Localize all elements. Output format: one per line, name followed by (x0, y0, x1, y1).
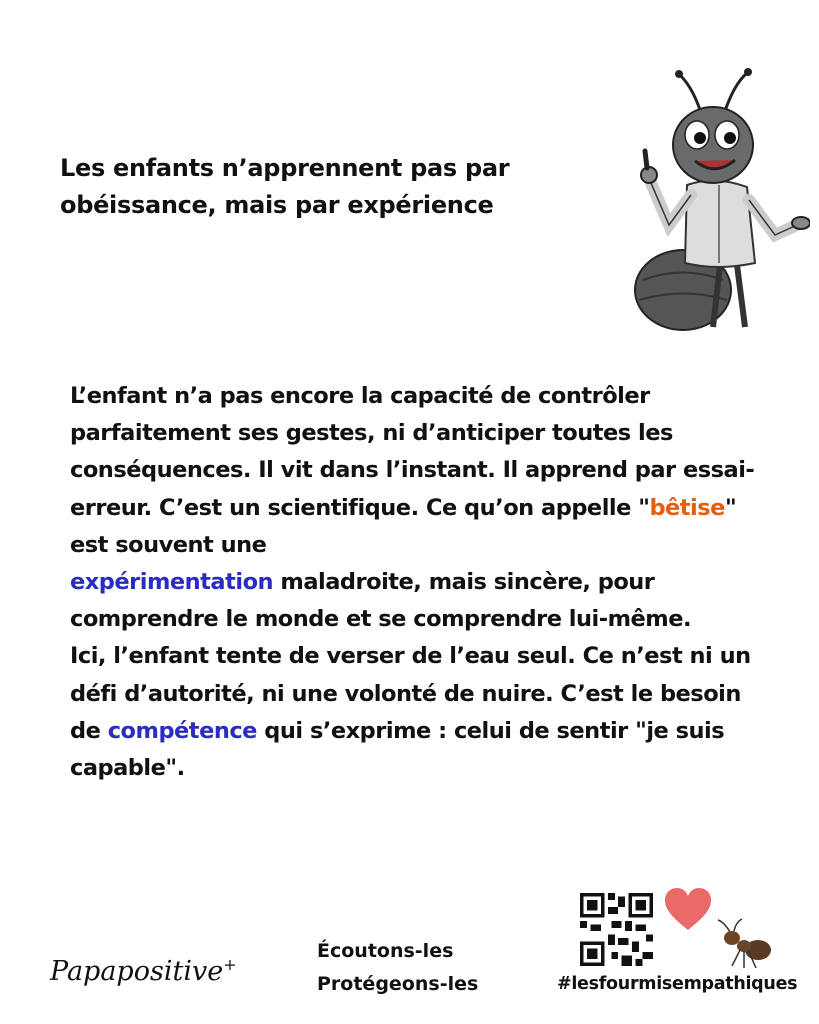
body-text-part: maladroite, mais sincère, pour comprendre le monde et se comprendre lui-même. (70, 569, 692, 633)
slogan-line-1: Écoutons-les (317, 940, 454, 962)
logo-text: Papapositive (50, 956, 224, 987)
highlight-competence: compétence (107, 717, 257, 744)
logo-plus-mark: + (223, 955, 237, 974)
body-paragraph (70, 378, 770, 787)
slogan (317, 935, 478, 1001)
qr-code-icon[interactable] (580, 893, 653, 966)
ant-mascot-illustration (625, 65, 810, 333)
body-text-part: " est souvent une (70, 494, 737, 558)
slogan-line-2: Protégeons-les (317, 973, 479, 995)
highlight-experimentation: expérimentation (70, 569, 274, 596)
hashtag-text: #lesfourmisempathiques (557, 974, 798, 994)
highlight-betise: bêtise (649, 494, 725, 521)
page-title: Les enfants n’apprennent pas par obéissance, mais par expérience (60, 154, 510, 219)
body-text-part: Ici, l’enfant tente de verser de l’eau seul. Ce n’est ni un défi d’autorité, ni une volonté de nuire. C’est le besoin de (70, 643, 751, 744)
papapositive-logo (50, 955, 237, 987)
body-text-part: qui s’exprime : celui de sentir "je suis capable". (70, 717, 725, 782)
heart-icon (663, 886, 713, 932)
ant-icon (710, 918, 772, 970)
body-text-part: L’enfant n’a pas encore la capacité de contrôler parfaitement ses gestes, ni d’anticiper toutes les conséquences. Il vit dans l’instant. Il apprend par essai-erreur. C’est un scientifique. Ce qu’on appelle " (70, 383, 755, 521)
